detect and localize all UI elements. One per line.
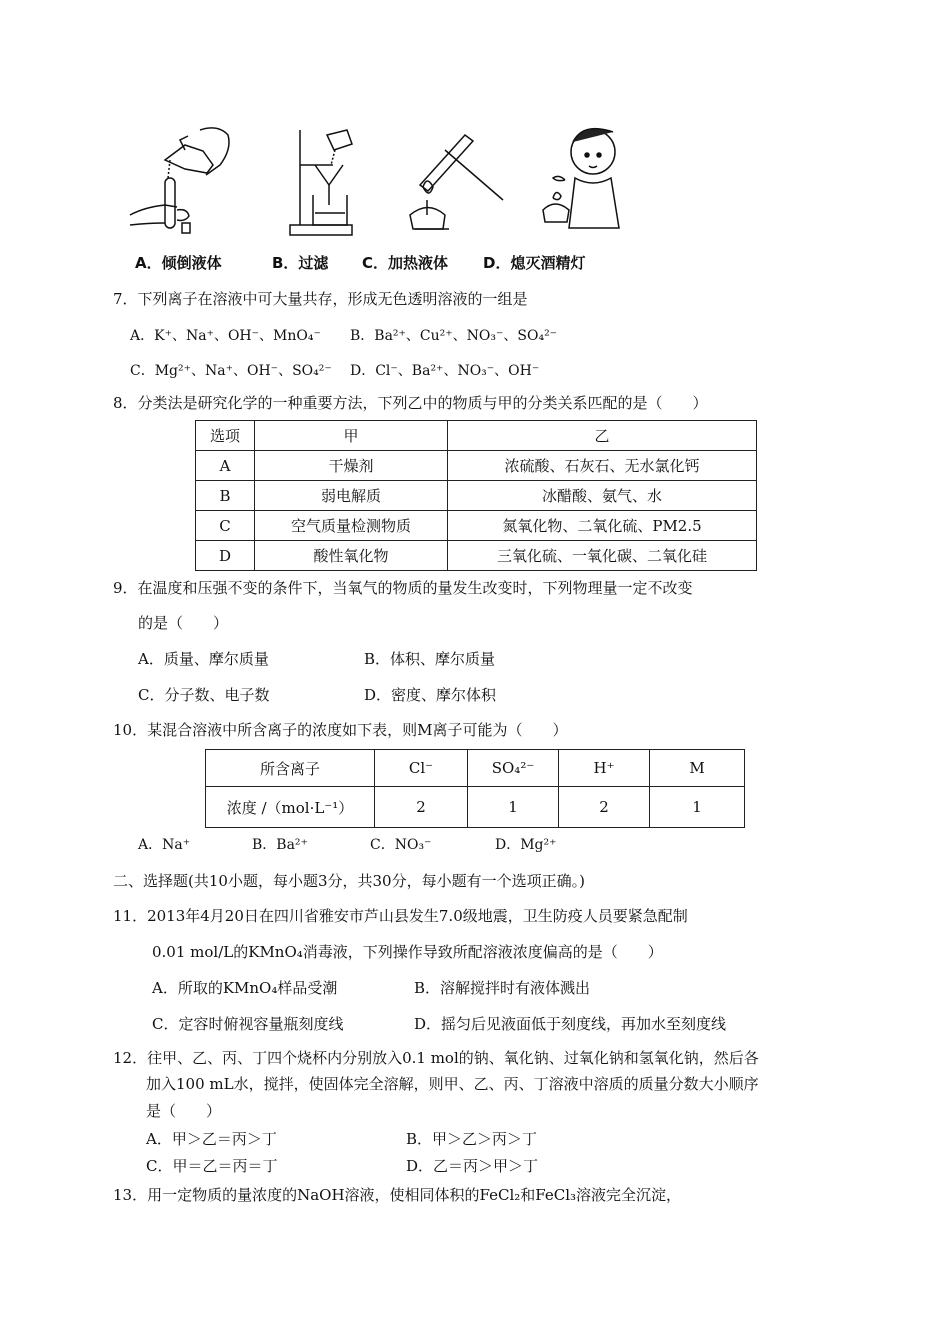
table-cell: 浓度 /（mol·L⁻¹） xyxy=(206,787,375,828)
table-cell: A xyxy=(196,451,255,481)
q12-option-b: B．甲＞乙＞丙＞丁 xyxy=(406,1130,538,1148)
q12-stem-line2: 加入100 mL水，搅拌，使固体完全溶解，则甲、乙、丙、丁溶液中溶质的质量分数大小顺序 xyxy=(146,1075,759,1093)
q12-stem-line1: 12．往甲、乙、丙、丁四个烧杯内分别放入0.1 mol的钠、氧化钠、过氧化钠和氢氧化钠，然后各 xyxy=(113,1049,759,1067)
figure-pouring-liquid xyxy=(125,120,235,245)
table-cell: 干燥剂 xyxy=(255,451,448,481)
table-row xyxy=(196,451,757,481)
q8-table xyxy=(195,420,757,571)
q11-option-c: C．定容时俯视容量瓶刻度线 xyxy=(152,1015,344,1033)
q8-stem: 8．分类法是研究化学的一种重要方法，下列乙中的物质与甲的分类关系匹配的是（ ） xyxy=(113,394,708,412)
q9-option-c: C．分子数、电子数 xyxy=(138,686,270,704)
table-cell: 2 xyxy=(559,787,650,828)
figure-heating-liquid xyxy=(405,125,510,240)
q12-option-a: A．甲＞乙＝丙＞丁 xyxy=(146,1130,277,1148)
table-row xyxy=(196,481,757,511)
q9-option-a: A．质量、摩尔质量 xyxy=(138,650,269,668)
table-header-cell: H⁺ xyxy=(559,750,650,787)
q10-option-c: C．NO₃⁻ xyxy=(370,837,432,853)
table-cell: 氮氧化物、二氧化硫、PM2.5 xyxy=(448,511,757,541)
q12-option-d: D．乙＝丙＞甲＞丁 xyxy=(406,1157,539,1175)
q7-option-a: A．K⁺、Na⁺、OH⁻、MnO₄⁻ xyxy=(130,328,321,344)
figure-extinguishing-lamp xyxy=(535,120,635,240)
table-header-cell: Cl⁻ xyxy=(375,750,468,787)
table-cell: 1 xyxy=(468,787,559,828)
table-header-cell: SO₄²⁻ xyxy=(468,750,559,787)
table-cell: 浓硫酸、石灰石、无水氯化钙 xyxy=(448,451,757,481)
table-header-cell: 所含离子 xyxy=(206,750,375,787)
table-header-row xyxy=(196,421,757,451)
table-header-cell: M xyxy=(650,750,745,787)
q7-option-d: D．Cl⁻、Ba²⁺、NO₃⁻、OH⁻ xyxy=(350,363,540,379)
q11-option-b: B．溶解搅拌时有液体溅出 xyxy=(414,979,591,997)
q11-option-a: A．所取的KMnO₄样品受潮 xyxy=(152,979,338,997)
figure-caption-d: D．熄灭酒精灯 xyxy=(483,254,586,272)
table-cell: 空气质量检测物质 xyxy=(255,511,448,541)
figure-caption-b: B．过滤 xyxy=(272,254,329,272)
table-cell: 冰醋酸、氨气、水 xyxy=(448,481,757,511)
q7-option-c: C．Mg²⁺、Na⁺、OH⁻、SO₄²⁻ xyxy=(130,363,332,379)
q7-option-b: B．Ba²⁺、Cu²⁺、NO₃⁻、SO₄²⁻ xyxy=(350,328,558,344)
q9-stem-line2: 的是（ ） xyxy=(138,614,229,632)
table-row xyxy=(206,750,745,787)
q9-stem-line1: 9．在温度和压强不变的条件下，当氧气的物质的量发生改变时，下列物理量一定不改变 xyxy=(113,579,693,597)
q13-stem: 13．用一定物质的量浓度的NaOH溶液，使相同体积的FeCl₂和FeCl₃溶液完全沉淀， xyxy=(113,1186,682,1204)
q10-option-b: B．Ba²⁺ xyxy=(252,837,308,853)
figure-filtration xyxy=(285,125,360,240)
q12-option-c: C．甲＝乙＝丙＝丁 xyxy=(146,1157,278,1175)
q7-stem: 7．下列离子在溶液中可大量共存，形成无色透明溶液的一组是 xyxy=(113,290,528,308)
section-heading: 二、选择题(共10小题，每小题3分，共30分，每小题有一个选项正确。) xyxy=(113,872,585,890)
table-cell: 三氧化硫、一氧化碳、二氧化硅 xyxy=(448,541,757,571)
table-cell: 2 xyxy=(375,787,468,828)
q11-stem-line1: 11．2013年4月20日在四川省雅安市芦山县发生7.0级地震，卫生防疫人员要紧急配制 xyxy=(113,907,688,925)
q10-stem: 10．某混合溶液中所含离子的浓度如下表，则M离子可能为（ ） xyxy=(113,721,568,739)
table-header-cell: 甲 xyxy=(255,421,448,451)
table-row xyxy=(196,541,757,571)
figure-caption-a: A．倾倒液体 xyxy=(135,254,222,272)
q11-option-d: D．摇匀后见液面低于刻度线，再加水至刻度线 xyxy=(414,1015,727,1033)
table-cell: 酸性氧化物 xyxy=(255,541,448,571)
q12-stem-line3: 是（ ） xyxy=(146,1102,222,1120)
figure-caption-c: C．加热液体 xyxy=(362,254,449,272)
q9-option-d: D．密度、摩尔体积 xyxy=(364,686,497,704)
q9-option-b: B．体积、摩尔质量 xyxy=(364,650,496,668)
table-cell: 弱电解质 xyxy=(255,481,448,511)
table-cell: C xyxy=(196,511,255,541)
table-cell: 1 xyxy=(650,787,745,828)
table-row xyxy=(206,787,745,828)
table-header-cell: 选项 xyxy=(196,421,255,451)
q11-stem-line2: 0.01 mol/L的KMnO₄消毒液，下列操作导致所配溶液浓度偏高的是（ ） xyxy=(152,943,663,961)
table-cell: B xyxy=(196,481,255,511)
table-row xyxy=(196,511,757,541)
table-cell: D xyxy=(196,541,255,571)
q10-table xyxy=(205,749,745,828)
q10-option-a: A．Na⁺ xyxy=(138,837,191,853)
table-header-cell: 乙 xyxy=(448,421,757,451)
q10-option-d: D．Mg²⁺ xyxy=(495,837,557,853)
